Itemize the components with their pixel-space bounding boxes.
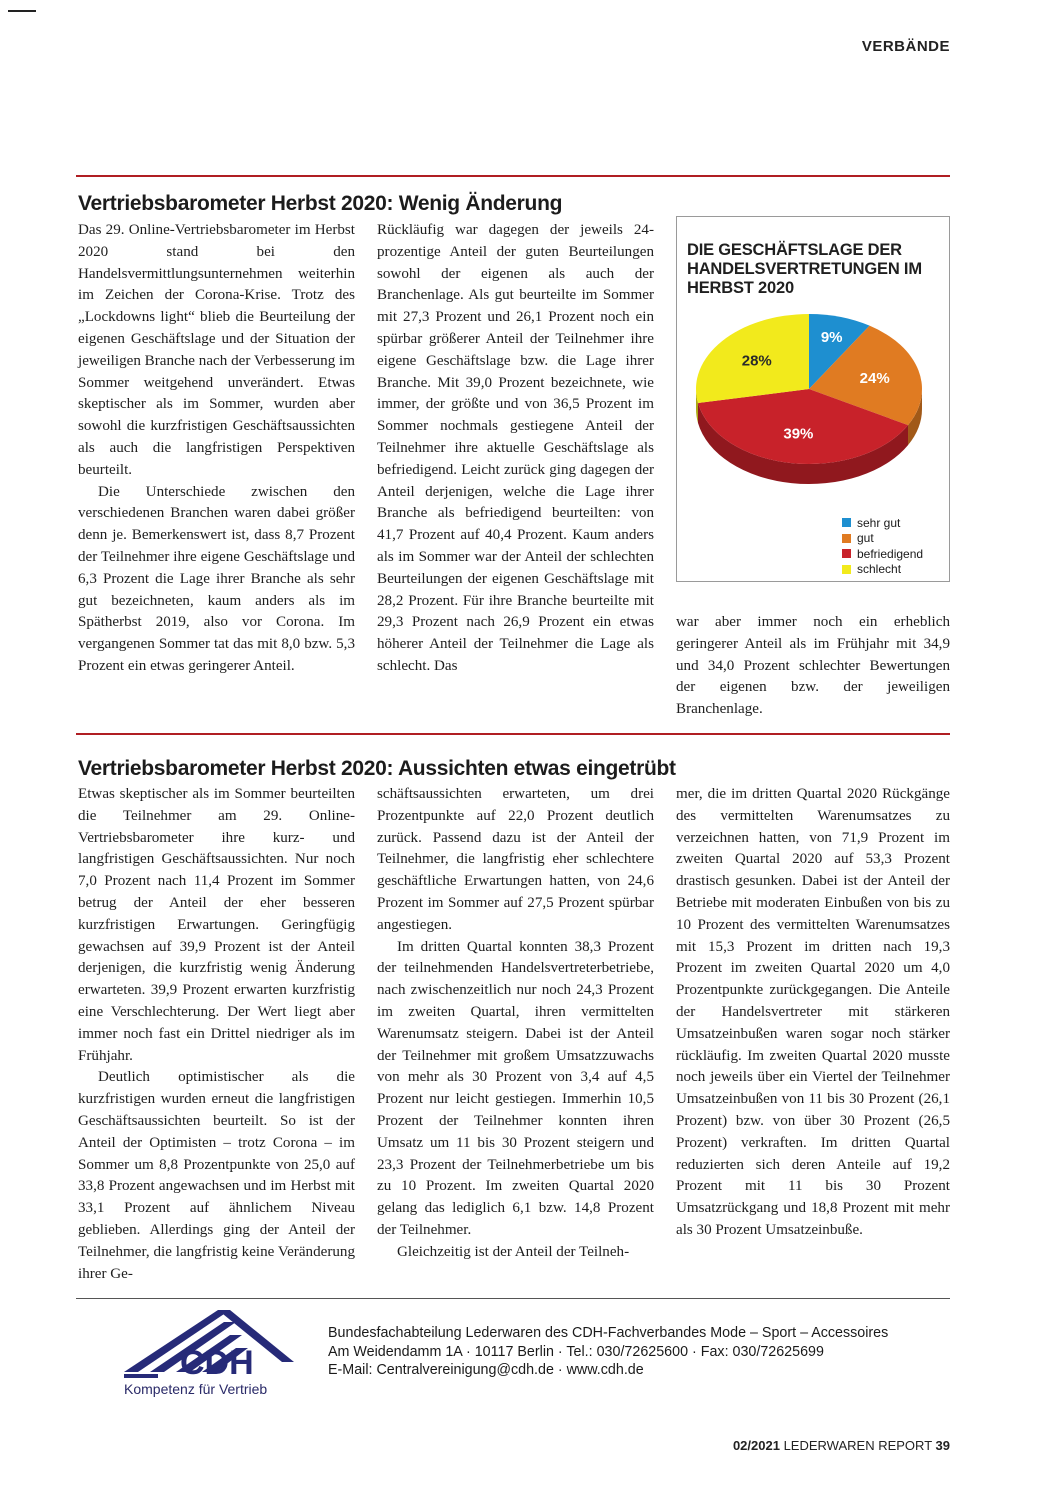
- contact-line: E-Mail: Centralvereinigung@cdh.de · www.cdh.de: [328, 1362, 644, 1378]
- article2-column-1: [78, 784, 355, 1285]
- paragraph: Das 29. Online-Vertriebsbarometer im Herbst 2020 stand bei den Handelsvermittlungsunternehmen weiterhin im Zeichen der Corona-Krise. Trotz des „Lockdowns light“ blieb die Beurteilung der eigenen Geschäftslage und der Situation der jeweiligen Branche nach der Verbesserung im Sommer weitgehend unverändert. Etwas skeptischer als im Sommer, wurden aber sowohl die kurzfristigen Geschäftsaussichten als auch die langfristigen Perspektiven beurteilt.: [78, 222, 355, 478]
- paragraph: Im dritten Quartal konnten 38,3 Prozent der teilnehmenden Handelsvertreterbetriebe, nach zwischenzeitlich nur noch 24,3 Prozent im zweiten Quartal, ihren vermittelten Warenumsatz steigern. Dabei ist der Anteil der Teilnehmer mit großem Umsatzzuwachs von mehr als 30 Prozent von 3,4 auf 4,5 Prozent nur leicht gestiegen. Immerhin 10,5 Prozent der Teilnehmer konnten ihren Umsatz um 11 bis 30 Prozent steigern und 23,3 Prozent der Teilnehmerbetriebe um bis zu 10 Prozent. Im zweiten Quartal 2020 gelang das lediglich 6,1 bzw. 14,8 Prozent der Teilnehmer.: [377, 938, 654, 1238]
- crop-mark: [8, 10, 36, 12]
- chart-title: DIE GESCHÄFTSLAGE DER HANDELSVERTRETUNGEN IM HERBST 2020: [687, 241, 922, 297]
- article2-column-2: [377, 784, 654, 1264]
- article2-top-rule: [76, 733, 950, 735]
- article1-column-2: [377, 220, 654, 678]
- paragraph: schäftsaussichten erwarteten, um drei Prozentpunkte auf 22,0 Prozent deutlich zurück. Passend dazu ist der Anteil der Teilnehmer, die langfristig eher schlechtere geschäftliche Erwartungen hatten, von 24,6 Prozent im Sommer auf 27,5 Prozent spürbar angestiegen.: [377, 786, 654, 933]
- paragraph: Etwas skeptischer als im Sommer beurteilten die Teilnehmer am 29. Online-Vertriebsbarometer ihre kurz- und langfristigen Geschäftsaussichten. Nur noch 7,0 Prozent nach 11,4 Prozent im Sommer betrug der Anteil der eher besseren kurzfristigen Erwartungen. Geringfügig gewachsen auf 39,9 Prozent ist der Anteil derjenigen, die kurzfristig wenig Änderung erwarteten. 39,9 Prozent erwarten kurzfristig eine Verschlechterung. Der Wert liegt aber immer noch fast ein Drittel niedriger als im Frühjahr.: [78, 786, 355, 1064]
- legend-label: befriedigend: [857, 546, 924, 561]
- section-label: VERBÄNDE: [861, 38, 950, 55]
- legend-item: [842, 515, 923, 531]
- logo-tagline: Kompetenz für Vertrieb: [124, 1381, 268, 1397]
- pie-label-befriedigend: 39%: [783, 425, 814, 443]
- legend-swatch: [842, 549, 851, 558]
- paragraph: mer, die im dritten Quartal 2020 Rückgänge des vermittelten Warenumsatzes zu verzeichnen hatten, von 71,9 Prozent im zweiten Quartal 2020 auf 53,3 Prozent drastisch gesunken. Dabei ist der Anteil der Betriebe mit moderaten Einbußen von bis zu 10 Prozent des vermittelten Warenumsatzes mit 15,3 Prozent im dritten nach 19,3 Prozent im zweiten Quartal 2020 um 4,0 Prozentpunkte zurückgegangen. Die Anteile der Handelsvertreter mit stärkeren Umsatzeinbußen waren sogar noch stärker rückläufig. Im zweiten Quartal 2020 musste noch jeweils über ein Viertel der Teilnehmer Umsatzeinbußen von 11 bis 30 Prozent (26,1 Prozent) bzw. von über 30 Prozent (26,5 Prozent) verkraften. Im dritten Quartal reduzierten sich deren Anteile auf 19,2 Prozent mit 11 bis 30 Prozent Umsatzrückgang und 18,8 Prozent mit mehr als 30 Prozent Umsatzeinbuße.: [676, 786, 950, 1238]
- magazine-name: LEDERWAREN REPORT: [783, 1438, 932, 1453]
- paragraph: war aber immer noch ein erheblich geringerer Anteil als im Frühjahr mit 34,9 und 34,0 Prozent schlechter Bewertungen der eigenen bzw. der jeweiligen Branchenlage.: [676, 614, 950, 718]
- article1-headline: Vertriebsbarometer Herbst 2020: Wenig Änderung: [78, 192, 563, 215]
- legend-label: sehr gut: [857, 515, 901, 530]
- chart-legend: [842, 515, 923, 577]
- article1-column-1: [78, 220, 355, 678]
- article1-top-rule: [76, 175, 950, 177]
- article2-headline: Vertriebsbarometer Herbst 2020: Aussichten etwas eingetrübt: [78, 757, 676, 780]
- paragraph: Die Unterschiede zwischen den verschiedenen Branchen waren dabei größer denn je. Bemerkenswert ist, dass 8,7 Prozent der Teilnehmer ihre eigene Geschäftslage und 6,3 Prozent die Lage ihrer Branche als sehr gut bezeichneten, kaum anders als im Spätherbst 2019, also vor Corona. Im vergangenen Sommer tat das mit 8,0 bzw. 5,3 Prozent ein etwas geringerer Anteil.: [78, 483, 355, 674]
- paragraph: Rückläufig war dagegen der jeweils 24-prozentige Anteil der guten Beurteilungen sowohl der eigenen als auch der Branchenlage. Als gut beurteilte im Sommer mit 27,3 Prozent und 26,1 Prozent noch ein spürbar größerer Anteil der Teilnehmer ihre eigene Geschäftslage bzw. die Lage ihrer Branche. Mit 39,0 Prozent bezeichnete, wie immer, der größte und von 36,5 Prozent im Sommer nochmals gestiegene Anteil der Teilnehmer ihre aktuelle Geschäftslage als befriedigend. Leicht zurück ging dagegen der Anteil derjenigen, welche die Lage ihrer Branche als befriedigend beurteilten: von 41,7 Prozent auf 40,4 Prozent. Kaum anders als im Sommer war der Anteil der schlechten Beurteilungen der eigenen Geschäftslage mit 28,2 Prozent. Für ihre Branche beurteilte mit 29,3 Prozent nach 26,9 Prozent ein etwas höherer Anteil der Teilnehmer die Lage als schlecht. Das: [377, 222, 654, 674]
- legend-swatch: [842, 534, 851, 543]
- paragraph: Gleichzeitig ist der Anteil der Teilneh-: [397, 1243, 630, 1260]
- legend-item: [842, 546, 923, 562]
- pie-label-gut: 24%: [859, 369, 890, 387]
- pie-chart-box: [676, 216, 950, 582]
- legend-swatch: [842, 565, 851, 574]
- page-number: 39: [935, 1438, 950, 1453]
- footer-rule: [76, 1298, 950, 1299]
- pie-label-schlecht: 28%: [741, 352, 772, 370]
- legend-item: [842, 562, 923, 578]
- paragraph: Deutlich optimistischer als die kurzfristigen wurden erneut die langfristigen Geschäftsaussichten beurteilt. So ist der Anteil der Optimisten – trotz Corona – im Sommer um 8,8 Prozentpunkte von 25,0 auf 33,8 Prozent angewachsen und im Herbst mit 33,1 Prozent auf ähnlichem Niveau geblieben. Allerdings ging der Anteil der Teilnehmer, die langfristig keine Veränderung ihrer Ge-: [78, 1069, 355, 1282]
- legend-label: schlecht: [857, 562, 902, 577]
- legend-swatch: [842, 518, 851, 527]
- pie-label-sehr-gut: 9%: [820, 329, 843, 347]
- contact-line: Bundesfachabteilung Lederwaren des CDH-Fachverbandes Mode – Sport – Accessoires: [328, 1325, 889, 1341]
- contact-line: Am Weidendamm 1A · 10117 Berlin · Tel.: 030/72625600 · Fax: 030/72625699: [328, 1343, 824, 1360]
- logo-text: CDH: [180, 1344, 254, 1382]
- legend-item: [842, 531, 923, 547]
- contact-block: [328, 1324, 888, 1380]
- issue-number: 02/2021: [732, 1438, 780, 1453]
- article1-column-3: [676, 612, 950, 721]
- article2-column-3: [676, 784, 950, 1242]
- page-footer: [733, 1438, 950, 1453]
- legend-label: gut: [857, 531, 874, 546]
